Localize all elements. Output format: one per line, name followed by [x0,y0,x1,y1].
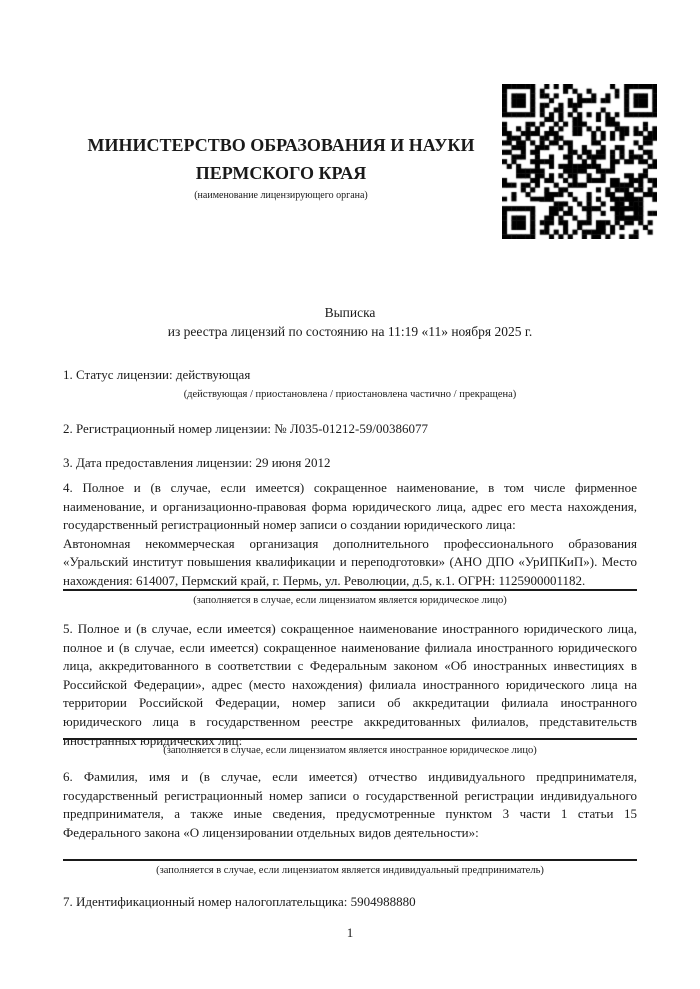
license-status-line: 1. Статус лицензии: действующая [63,367,251,382]
taxpayer-id-line: 7. Идентификационный номер налогоплательщика: 5904988880 [63,894,416,909]
licensing-authority-header [63,131,499,201]
license-status-options-caption: (действующая / приостановлена / приостановлена частично / прекращена) [183,389,517,400]
page-number: 1 [346,925,354,940]
registration-number-line: 2. Регистрационный номер лицензии: № Л035-01212-59/00386077 [63,421,429,436]
ministry-name-caption: (наименование лицензирующего органа) [194,190,368,201]
license-grant-date-line: 3. Дата предоставления лицензии: 29 июня 2012 [63,455,331,470]
document-title-block [63,303,637,341]
document-title: Выписка [324,305,376,320]
legal-entity-field-label: 4. Полное и (в случае, если имеется) сокращенное наименование, в том числе фирменное наименование, и организационно-правовая форма юридического лица, адрес его места нахождения, государственный регистрационный номер записи о создании юридического лица: [63,480,637,533]
foreign-entity-field-label: 5. Полное и (в случае, если имеется) сокращенное наименование иностранного юридического лица, полное и (в случае, если имеется) сокращенное наименование филиала иностранного юридического лица, аккредитованного в соответствии с Федеральным законом «Об иностранных инвестициях в Российской Федерации», адрес (место нахождения) филиала иностранного юридического лица на территории Российской Федерации, номер записи об аккредитации филиала иностранного юридического лица в государственном реестре аккредитованных филиалов, представительств иностранных юридических лиц: [63,621,637,748]
document-subtitle: из реестра лицензий по состоянию на 11:19 «11» ноября 2025 г. [167,324,533,339]
entrepreneur-underline [63,859,637,861]
entrepreneur-caption: (заполняется в случае, если лицензиатом является индивидуальный предприниматель) [156,865,544,876]
legal-entity-caption: (заполняется в случае, если лицензиатом является юридическое лицо) [193,595,507,606]
foreign-entity-underline [63,738,637,740]
legal-entity-underline [63,589,637,591]
entrepreneur-field-label: 6. Фамилия, имя и (в случае, если имеется) отчество индивидуального предпринимателя, государственный регистрационный номер записи о государственной регистрации индивидуального предпринимателя, а также иные сведения, предусмотренные пунктом 3 части 1 статьи 15 Федерального закона «О лицензировании отдельных видов деятельности»: [63,769,637,840]
foreign-entity-caption: (заполняется в случае, если лицензиатом является иностранное юридическое лицо) [163,745,537,756]
legal-entity-section [63,479,637,591]
qr-code-icon [502,84,657,239]
ministry-name: МИНИСТЕРСТВО ОБРАЗОВАНИЯ И НАУКИ ПЕРМСКОГО КРАЯ [87,135,475,183]
legal-entity-field-value: Автономная некоммерческая организация дополнительного профессионального образования «Уральский институт повышения квалификации и переподготовки» (АНО ДПО «УрИПКиП»). Место нахождения: 614007, Пермский край, г. Пермь, ул. Революции, д.5, к.1. ОГРН: 1125900001182. [63,535,637,588]
